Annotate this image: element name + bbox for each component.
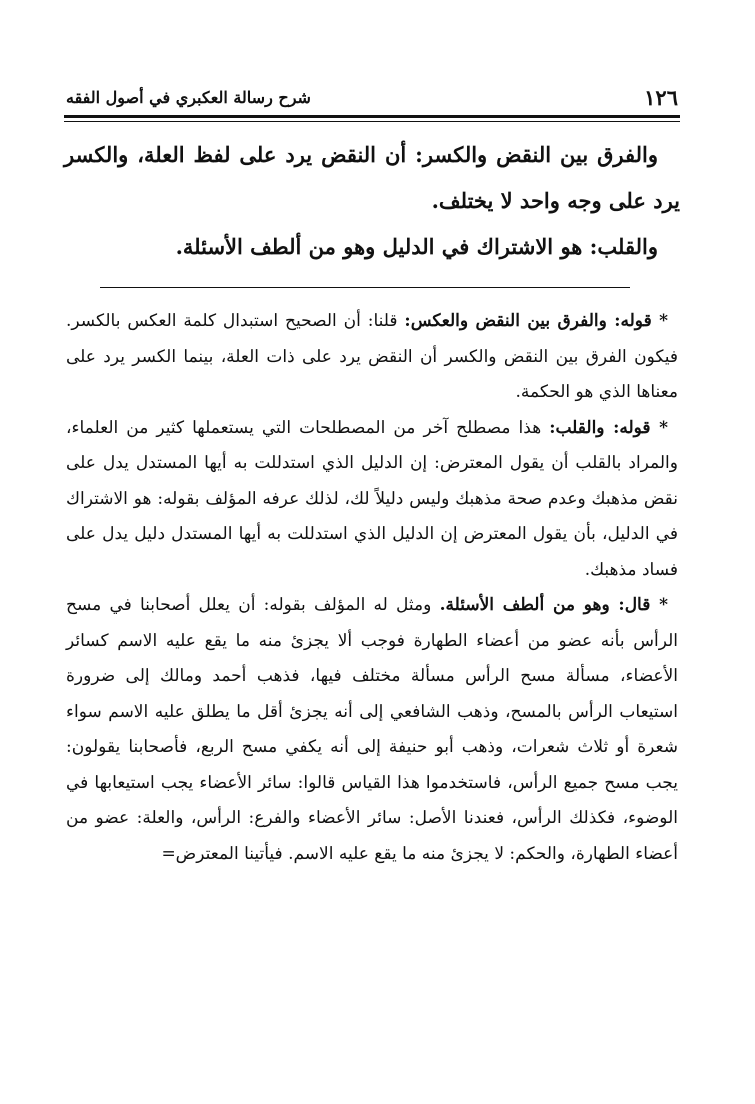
commentary-separator xyxy=(100,287,630,288)
main-paragraph-difference: والفرق بين النقض والكسر: أن النقض يرد على لفظ العلة، والكسر يرد على وجه واحد لا يختلف. xyxy=(64,142,680,213)
commentary-body: هذا مصطلح آخر من المصطلحات التي يستعملها كثير من العلماء، والمراد بالقلب أن يقول المعترض: إن الدليل الذي استدللت به أيها المستدل يدل على نقض مذهبك وعدم صحة مذهبك وليس دليلاً لك، لذلك عرفه المؤلف بقوله: هو الاشتراك في الدليل، بأن يقول المعترض إن الدليل الذي استدللت به أيها المستدل دليل يدل على فساد مذهبك. xyxy=(66,417,678,580)
commentary-body: ومثل له المؤلف بقوله: أن يعلل أصحابنا في مسح الرأس بأنه عضو من أعضاء الطهارة فوجب ألا يجزئ منه ما يقع عليه الاسم كسائر الأعضاء، مسألة مسح الرأس مسألة مختلف فيها، فذهب أحمد ومالك إلى ضرورة استيعاب الرأس بالمسح، وذهب الشافعي إلى أنه يجزئ أقل ما يطلق عليه الاسم سواء شعرة أو ثلاث شعرات، وذهب أبو حنيفة إلى أنه يكفي مسح الربع، فأصحابنا يقولون: يجب مسح جميع الرأس، فاستخدموا هذا القياس قالوا: سائر الأعضاء يجب استيعابها في الوضوء، فكذلك الرأس، فعندنا الأصل: سائر الأعضاء والفرع: الرأس، والعلة: عضو من أعضاء الطهارة، والحكم: لا يجزئ منه ما يقع عليه الاسم. فيأتينا المعترض= xyxy=(66,595,678,864)
commentary-lead: * قال: وهو من ألطف الأسئلة. xyxy=(439,595,668,615)
page-number: ١٢٦ xyxy=(644,84,678,110)
header-rule-thick xyxy=(64,115,680,118)
page-header xyxy=(66,84,678,110)
commentary-paragraph-1 xyxy=(66,304,678,411)
commentary-lead: * قوله: والفرق بين النقض والعكس: xyxy=(404,311,668,331)
main-text xyxy=(64,132,680,270)
commentary-paragraph-2 xyxy=(66,411,678,589)
main-paragraph-qalb: والقلب: هو الاشتراك في الدليل وهو من ألطف الأسئلة. xyxy=(175,234,658,259)
commentary-paragraph-3 xyxy=(66,588,678,872)
commentary xyxy=(66,304,678,872)
commentary-lead: * قوله: والقلب: xyxy=(549,417,668,438)
running-title: شرح رسالة العكبري في أصول الفقه xyxy=(66,87,311,107)
header-rule-thin xyxy=(64,121,680,122)
commentary-body: قلنا: أن الصحيح استبدال كلمة العكس بالكسر. فيكون الفرق بين النقض والكسر أن النقض يرد على ذات العلة، بينما الكسر يرد على معناها الذي هو الحكمة. xyxy=(66,311,678,402)
